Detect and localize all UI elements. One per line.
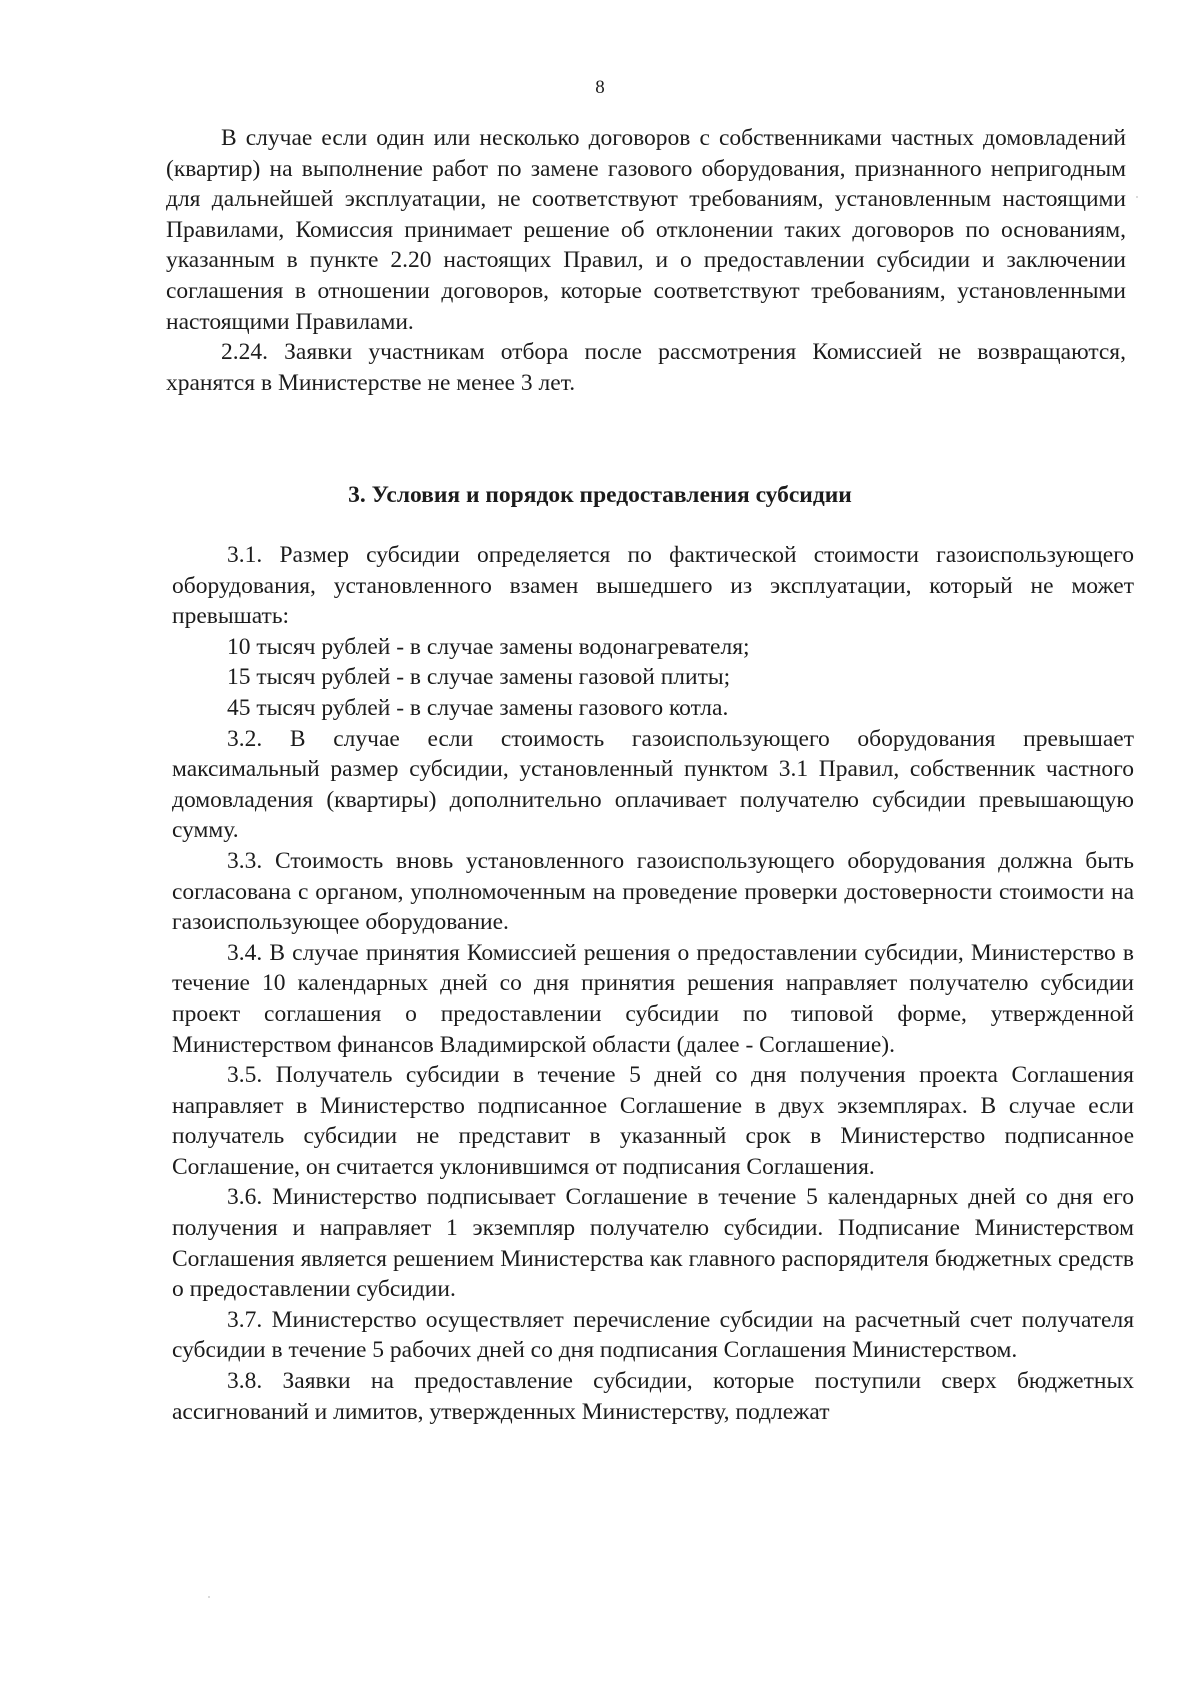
list-item-water-heater: 10 тысяч рублей - в случае замены водонагревателя; — [227, 633, 750, 660]
paragraph-3-7: 3.7. Министерство осуществляет перечисление субсидии на расчетный счет получателя субсидии в течение 5 рабочих дней со дня подписания Соглашения Министерством. — [172, 1306, 1134, 1364]
paragraph-3-1: 3.1. Размер субсидии определяется по фактической стоимости газоиспользующего оборудования, установленного взамен вышедшего из эксплуатации, который не может превышать: — [172, 542, 1134, 630]
paragraph-3-3: 3.3. Стоимость вновь установленного газоиспользующего оборудования должна быть согласована с органом, уполномоченным на проведение проверки достоверности стоимости на газоиспользующее оборудование. — [172, 847, 1134, 936]
paragraph-3-5: 3.5. Получатель субсидии в течение 5 дней со дня получения проекта Соглашения направляет в Министерство подписанное Соглашение в двух экземплярах. В случае если получатель субсидии не представит в указанный срок в Министерство подписанное Соглашение, он считается уклонившимся от подписания Соглашения. — [172, 1062, 1134, 1180]
paragraph-3-2: 3.2. В случае если стоимость газоиспользующего оборудования превышает максимальный размер субсидии, установленный пунктом 3.1 Правил, собственник частного домовладения (квартиры) дополнительно оплачивает получателю субсидии превышающую сумму. — [172, 725, 1134, 844]
section-3-body — [172, 540, 1134, 1427]
paragraph-3-8: 3.8. Заявки на предоставление субсидии, которые поступили сверх бюджетных ассигнований и лимитов, утвержденных Министерству, подлежат — [172, 1368, 1134, 1425]
paragraph-3-6: 3.6. Министерство подписывает Соглашение в течение 5 календарных дней со дня его получения и направляет 1 экземпляр получателю субсидии. Подписание Министерством Соглашения является решением Министерства как главного распорядителя бюджетных средств о предоставлении субсидии. — [172, 1184, 1134, 1303]
paragraph-3-4: 3.4. В случае принятия Комиссией решения о предоставлении субсидии, Министерство в течение 10 календарных дней со дня принятия решения направляет получателю субсидии проект соглашения о предоставлении субсидии по типовой форме, утвержденной Министерством финансов Владимирской области (далее - Соглашение). — [172, 939, 1134, 1058]
top-text-block — [166, 123, 1126, 398]
list-item-gas-stove: 15 тысяч рублей - в случае замены газовой плиты; — [227, 664, 731, 691]
scan-speck — [208, 1596, 210, 1598]
list-item-gas-boiler: 45 тысяч рублей - в случае замены газового котла. — [227, 694, 729, 721]
paragraph-2-24: 2.24. Заявки участникам отбора после рассмотрения Комиссией не возвращаются, хранятся в Министерстве не менее 3 лет. — [166, 339, 1126, 396]
page-number: 8 — [595, 77, 605, 98]
paragraph-contract-rejection: В случае если один или несколько договоров с собственниками частных домовладений (квартир) на выполнение работ по замене газового оборудования, признанного непригодным для дальнейшей эксплуатации, не соответствуют требованиям, установленным настоящими Правилами, Комиссия принимает решение об отклонении таких договоров по основаниям, указанным в пункте 2.20 настоящих Правил, и о предоставлении субсидии и заключении соглашения в отношении договоров, которые соответствуют требованиям, установленными настоящими Правилами. — [166, 125, 1126, 335]
scan-speck — [1136, 196, 1138, 198]
section-3-heading: 3. Условия и порядок предоставления субсидии — [348, 482, 852, 508]
